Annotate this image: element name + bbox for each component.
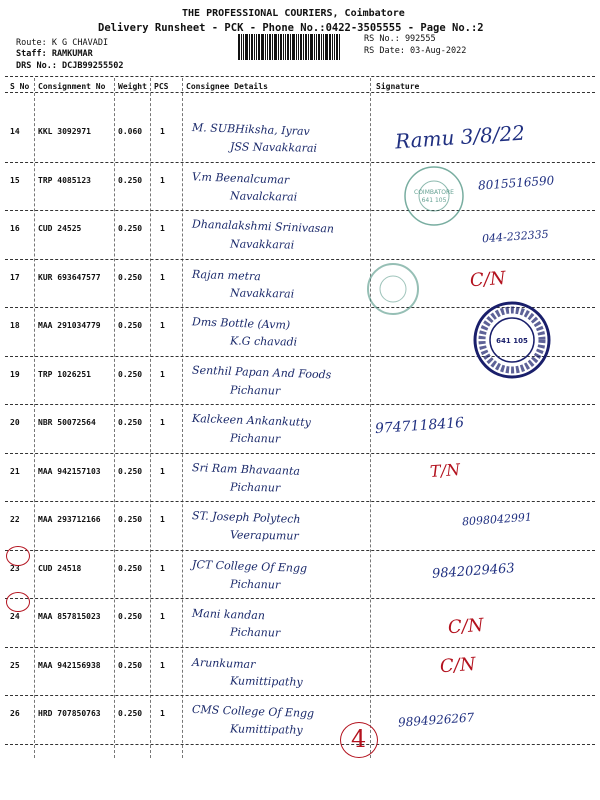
green-stamp bbox=[366, 262, 420, 316]
table-row bbox=[0, 578, 600, 640]
row-signature: 9747118416 bbox=[374, 414, 465, 438]
header-top-rule bbox=[5, 76, 595, 77]
barcode-bar bbox=[251, 34, 253, 60]
row-consignment: HRD 707850763 bbox=[38, 709, 101, 718]
barcode-bar bbox=[332, 34, 333, 60]
row-signature: 8098042991 bbox=[461, 510, 533, 529]
barcode-bar bbox=[267, 34, 268, 60]
row-consignment: MAA 857815023 bbox=[38, 612, 101, 621]
row-consignee-line2: Pichanur bbox=[229, 625, 281, 640]
barcode-bar bbox=[290, 34, 291, 60]
row-pcs: 1 bbox=[160, 563, 165, 573]
row-signature: 044-232335 bbox=[481, 227, 550, 246]
row-consignee-line1: Mani kandan bbox=[191, 606, 266, 623]
barcode-bar bbox=[258, 34, 260, 60]
svg-text:641 105: 641 105 bbox=[496, 337, 528, 345]
table-row bbox=[0, 481, 600, 543]
barcode-bar bbox=[274, 34, 277, 60]
barcode-bar bbox=[261, 34, 264, 60]
row-signature: 9842029463 bbox=[431, 560, 516, 582]
row-consignee-line2: JSS Navakkarai bbox=[229, 140, 318, 155]
barcode-bar bbox=[318, 34, 320, 60]
row-weight: 0.250 bbox=[118, 175, 143, 185]
barcode-bar bbox=[329, 34, 331, 60]
row-consignee-line1: Dms Bottle (Avm) bbox=[191, 315, 291, 332]
rs-date: RS Date: 03-Aug-2022 bbox=[364, 46, 467, 56]
row-sno: 16 bbox=[10, 224, 20, 233]
barcode-bar bbox=[265, 34, 266, 60]
row-sno: 18 bbox=[10, 321, 20, 330]
row-pcs: 1 bbox=[160, 660, 165, 670]
barcode-bar bbox=[336, 34, 338, 60]
staff-label: Staff: RAMKUMAR bbox=[16, 49, 93, 59]
barcode-bar bbox=[243, 34, 244, 60]
row-pcs: 1 bbox=[160, 321, 165, 330]
rs-number: RS No.: 992555 bbox=[364, 34, 436, 44]
svg-text:COIMBATORE: COIMBATORE bbox=[414, 189, 454, 196]
row-pcs: 1 bbox=[160, 515, 165, 524]
row-consignment: MAA 942157103 bbox=[38, 466, 101, 476]
row-consignee-line2: Pichanur bbox=[229, 577, 281, 591]
row-consignee-line2: K.G chavadi bbox=[229, 334, 298, 349]
row-weight: 0.250 bbox=[118, 224, 143, 233]
row-consignee-line1: M. SUBHiksha, Iyrav bbox=[191, 120, 310, 139]
company-title: THE PROFESSIONAL COURIERS, Coimbatore bbox=[182, 8, 405, 19]
senthil-foods-stamp bbox=[472, 300, 552, 380]
table-row bbox=[0, 675, 600, 737]
barcode-bar bbox=[314, 34, 315, 60]
barcode-bar bbox=[339, 34, 340, 60]
barcode-bar bbox=[310, 34, 313, 60]
row-consignee-line2: Navakkarai bbox=[229, 285, 295, 301]
row-consignment: TRP 4085123 bbox=[38, 175, 91, 185]
barcode-bar bbox=[283, 34, 284, 60]
row-consignee-line2: Pichanur bbox=[229, 480, 281, 494]
row-consignee-line2: Kumittipathy bbox=[229, 673, 303, 689]
row-consignee-line2: Kumittipathy bbox=[229, 722, 303, 737]
barcode-bar bbox=[303, 34, 304, 60]
table-row bbox=[0, 384, 600, 446]
row-consignment: MAA 291034779 bbox=[38, 321, 101, 330]
row-weight: 0.250 bbox=[118, 369, 143, 379]
row-pcs: 1 bbox=[160, 369, 165, 379]
col-pcs: PCS bbox=[154, 82, 169, 91]
row-weight: 0.250 bbox=[118, 321, 143, 330]
row-weight: 0.060 bbox=[118, 127, 143, 136]
table-row bbox=[0, 433, 600, 494]
row-weight: 0.250 bbox=[118, 418, 143, 427]
barcode-bar bbox=[292, 34, 295, 60]
table-row bbox=[0, 239, 600, 301]
barcode-bar bbox=[296, 34, 297, 60]
barcode-bar bbox=[287, 34, 289, 60]
row-consignee-line1: Kalckeen Ankankutty bbox=[191, 411, 312, 430]
barcode-bar bbox=[305, 34, 307, 60]
row-consignee-line1: Sri Ram Bhavaanta bbox=[191, 460, 301, 478]
row-sno: 14 bbox=[10, 127, 20, 136]
row-signature: C/N bbox=[447, 614, 485, 639]
row-divider bbox=[5, 744, 595, 745]
barcode bbox=[238, 34, 354, 60]
row-consignee-line1: ST. Joseph Polytech bbox=[191, 509, 301, 526]
barcode-bar bbox=[272, 34, 273, 60]
row-consignment: CUD 24518 bbox=[38, 563, 82, 573]
row-consignment: KKL 3092971 bbox=[38, 127, 91, 136]
row-consignee-line2: Pichanur bbox=[229, 431, 281, 446]
table-row bbox=[0, 93, 600, 155]
row-consignment: TRP 1026251 bbox=[38, 369, 91, 379]
row-pcs: 1 bbox=[160, 272, 165, 282]
row-pcs: 1 bbox=[160, 418, 165, 427]
barcode-bar bbox=[256, 34, 257, 60]
row-consignee-line1: JCT College Of Engg bbox=[191, 557, 308, 575]
row-consignee-line1: Rajan metra bbox=[191, 267, 262, 283]
row-sno: 21 bbox=[10, 466, 20, 476]
row-signature: 8015516590 bbox=[477, 172, 555, 193]
row-sno: 15 bbox=[10, 175, 20, 185]
table-row bbox=[0, 530, 600, 591]
barcode-bar bbox=[325, 34, 328, 60]
col-consignee: Consignee Details bbox=[186, 82, 268, 91]
row-sno: 23 bbox=[10, 563, 20, 573]
route-label: Route: K G CHAVADI bbox=[16, 38, 109, 48]
row-consignee-line1: Arunkumar bbox=[191, 655, 256, 671]
row-weight: 0.250 bbox=[118, 466, 143, 476]
svg-text:641 105: 641 105 bbox=[421, 197, 447, 204]
row-weight: 0.250 bbox=[118, 563, 143, 573]
row-consignee-line2: Navakkarai bbox=[229, 237, 295, 252]
row-sno: 26 bbox=[10, 709, 20, 718]
row-signature: 9894926267 bbox=[397, 710, 475, 730]
row-pcs: 1 bbox=[160, 466, 165, 476]
barcode-bar bbox=[249, 34, 250, 60]
runsheet-title: Delivery Runsheet - PCK - Phone No.:0422-3505555 - Page No.:2 bbox=[98, 22, 484, 34]
row-consignee-line2: Navalckarai bbox=[229, 188, 298, 204]
row-consignment: NBR 50072564 bbox=[38, 418, 96, 427]
barcode-bar bbox=[298, 34, 299, 60]
barcode-bar bbox=[323, 34, 324, 60]
barcode-bar bbox=[241, 34, 242, 60]
row-pcs: 1 bbox=[160, 709, 165, 718]
row-consignee-line1: CMS College Of Engg bbox=[191, 702, 315, 721]
row-consignee-line2: Veerapumur bbox=[229, 528, 299, 543]
row-signature: C/N bbox=[439, 653, 477, 677]
col-sno: S No bbox=[10, 82, 30, 91]
barcode-bar bbox=[308, 34, 309, 60]
row-signature: Ramu 3/8/22 bbox=[394, 120, 526, 154]
barcode-bar bbox=[254, 34, 255, 60]
row-sno: 17 bbox=[10, 272, 20, 282]
table-row bbox=[0, 190, 600, 252]
barcode-bar bbox=[245, 34, 248, 60]
row-consignee-line1: Senthil Papan And Foods bbox=[191, 363, 332, 381]
row-consignee-line1: V.m Beenalcumar bbox=[191, 169, 290, 187]
barcode-bar bbox=[280, 34, 282, 60]
row-pcs: 1 bbox=[160, 224, 165, 233]
red-circle-mark bbox=[6, 592, 30, 612]
barcode-bar bbox=[300, 34, 302, 60]
row-consignment: MAA 942156938 bbox=[38, 660, 101, 670]
row-pcs: 1 bbox=[160, 127, 165, 136]
row-weight: 0.250 bbox=[118, 272, 143, 282]
barcode-bar bbox=[278, 34, 279, 60]
row-sno: 24 bbox=[10, 612, 20, 621]
row-consignee-line2: Pichanur bbox=[229, 383, 281, 397]
barcode-bar bbox=[321, 34, 322, 60]
row-signature: T/N bbox=[429, 459, 461, 481]
row-pcs: 1 bbox=[160, 612, 165, 621]
col-signature: Signature bbox=[376, 82, 420, 91]
row-weight: 0.250 bbox=[118, 612, 143, 621]
barcode-bar bbox=[238, 34, 240, 60]
page-mark: 4 bbox=[351, 725, 367, 753]
barcode-bar bbox=[334, 34, 335, 60]
col-weight: Weight bbox=[118, 82, 147, 91]
row-signature: C/N bbox=[469, 267, 507, 291]
row-weight: 0.250 bbox=[118, 515, 143, 524]
barcode-bar bbox=[316, 34, 317, 60]
barcode-bar bbox=[269, 34, 271, 60]
row-sno: 22 bbox=[10, 515, 20, 524]
coimbatore-stamp bbox=[403, 165, 465, 227]
drs-label: DRS No.: DCJB99255502 bbox=[16, 61, 124, 71]
row-consignment: KUR 693647577 bbox=[38, 272, 101, 282]
row-weight: 0.250 bbox=[118, 709, 143, 718]
table-row bbox=[0, 627, 600, 689]
row-sno: 19 bbox=[10, 369, 20, 379]
row-consignment: MAA 293712166 bbox=[38, 515, 101, 524]
row-consignee-line1: Dhanalakshmi Srinivasan bbox=[191, 217, 335, 236]
row-consignment: CUD 24525 bbox=[38, 224, 82, 233]
row-weight: 0.250 bbox=[118, 660, 143, 670]
row-sno: 25 bbox=[10, 660, 20, 670]
row-sno: 20 bbox=[10, 418, 20, 427]
row-pcs: 1 bbox=[160, 175, 165, 185]
barcode-bar bbox=[285, 34, 286, 60]
col-consignment: Consignment No bbox=[38, 82, 106, 91]
red-circle-mark bbox=[6, 546, 30, 566]
